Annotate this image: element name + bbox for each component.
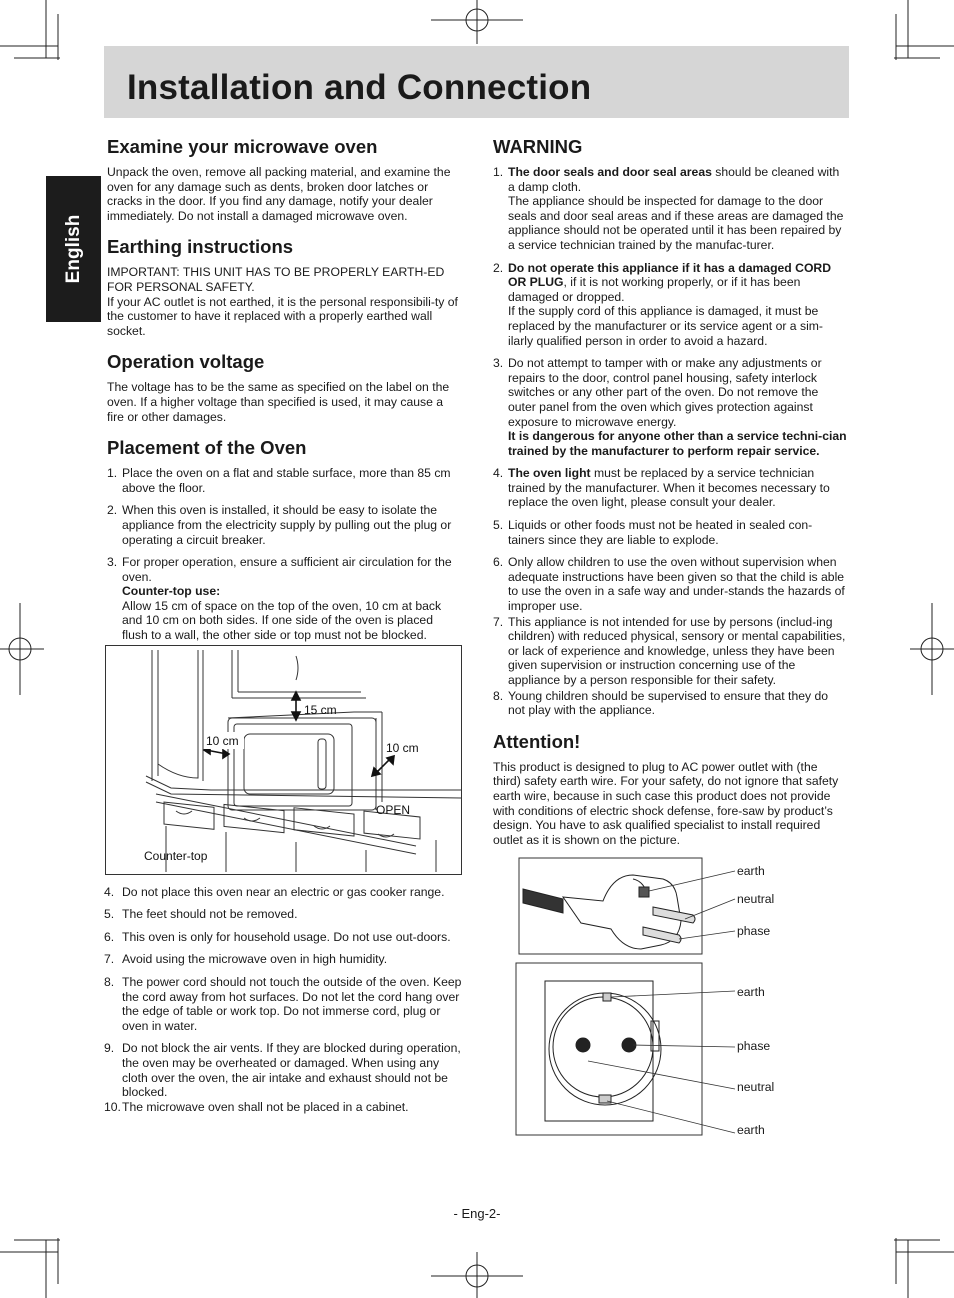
right-gap-label: 10 cm [386,740,419,755]
list-item: 7. Avoid using the microwave oven in high humidity. [104,952,388,967]
socket-earth-top-label: earth [737,985,765,1000]
socket-neutral-label: neutral [737,1080,775,1095]
title-band [104,46,849,118]
page-number: - Eng-2- [453,1206,501,1221]
open-label: OPEN [376,802,411,817]
examine-text: Unpack the oven, remove all packing material, and examine the oven for any damage such as dents, broken door latches or cracks in the door. If you find any damage, notify your dealer immediately. Do not install a damaged microwave oven. [107,165,451,223]
list-item: 2. Do not operate this appliance if it has a damaged CORD OR PLUG, if it is not working properly, or if it has been damaged or dropped. If the supply cord of this appliance is damaged, it must be replaced by the manufacturer or its service agent or a sim-ilarly qualified person in order to avoid a hazard. [493,260,832,348]
earthing-heading: Earthing instructions [107,236,294,258]
language-tab [46,176,101,322]
placement-list-continued [104,885,462,1115]
page-title: Installation and Connection [127,68,592,107]
socket-figure [493,961,848,1137]
list-item: 9. Do not block the air vents. If they are blocked during operation, the oven may be overheated or damaged. When using any cloth over the oven, the air intake and exhaust should not be blocked. [104,1041,461,1100]
socket-earth-bottom-label: earth [737,1123,765,1138]
list-item: 7. This appliance is not intended for use by persons (includ-ing children) with reduced physical, sensory or mental capabilities, or lack of experience and knowledge, unless they have been given supervision or instruction concerning use of the appliance by a person responsible for their safety. [493,614,846,687]
list-item: 4. Do not place this oven near an electric or gas cooker range. [104,884,445,899]
list-item: 4. The oven light must be replaced by a service technician trained by the manufacturer. When it becomes necessary to replace the oven light, please consult your dealer. [493,466,830,510]
attention-text: This product is designed to plug to AC power outlet with (the third) safety earth wire. For your safety, do not ignore that safety earth wire, because in such case this product does not provide with conditions of electric shock defense, fore-saw by product’s design. You have to ask qualified specialist to install required outlet as it is shown on the picture. [493,759,839,847]
warning-list-continued [493,555,848,718]
warning-list [493,165,848,547]
plug-neutral-label: neutral [737,892,775,907]
list-item: 1. The door seals and door seal areas should be cleaned with a damp cloth. The appliance should be inspected for damage to the door seals and door seal areas and if these areas are damaged the appliance should not be operated until it has been repaired by a service technician trained by the manufac-turer. [493,165,844,252]
left-gap-label: 10 cm [206,733,239,748]
list-item: 1. Place the oven on a flat and stable surface, more than 85 cm above the floor. [107,466,451,495]
list-item: 5. The feet should not be removed. [104,907,298,922]
list-item: 3. Do not attempt to tamper with or make any adjustments or repairs to the door, control panel housing, safety interlock switches or any other part of the oven. Do not remove the outer panel from the oven which gives protection against exposure to microwave energy. It is dangerous for anyone other than a service techni-cian trained by the manufacturer to perform repair service. [493,356,847,458]
list-item: 6. This oven is only for household usage. Do not use out-doors. [104,929,451,944]
attention-heading: Attention! [493,730,581,752]
counter-top-label: Counter-top [144,848,208,863]
counter-top-use-label: Counter-top use: [122,584,221,599]
plug-figure [493,853,848,957]
top-gap-label: 15 cm [304,702,337,717]
plug-earth-label: earth [737,864,765,879]
list-item: 10. The microwave oven shall not be placed in a cabinet. [104,1099,409,1114]
earthing-text: If your AC outlet is not earthed, it is the personal responsibili-ty of the customer to have it replaced with a properly earthed wall socket. [107,294,458,338]
warning-heading: WARNING [493,136,583,157]
language-tab-label: English [62,214,84,284]
list-item: 8. Young children should be supervised to ensure that they do not play with the appliance. [493,688,829,718]
list-item: 3. For proper operation, ensure a sufficient air circulation for the oven. Counter-top use: Allow 15 cm of space on the top of the oven, 10 cm at back and 10 cm on both sides. If one side of the oven is placed flush to a wall, the other side or top must not be blocked. [107,555,452,643]
placement-heading: Placement of the Oven [107,437,307,459]
placement-list [107,466,462,643]
list-item: 5. Liquids or other foods must not be heated in sealed con-tainers since they are liable to explode. [493,518,813,547]
right-column [493,135,848,1137]
voltage-text: The voltage has to be the same as specified on the label on the oven. If a higher voltage than specified is used, it may cause a fire or other damages. [107,380,450,424]
counter-top-figure [105,645,462,875]
voltage-heading: Operation voltage [107,351,265,373]
examine-heading: Examine your microwave oven [107,136,378,157]
list-item: 8. The power cord should not touch the outside of the oven. Keep the cord away from hot surfaces. Do not let the cord hang over the edge of table or work top. Do not immerse cord, plug or oven in water. [104,975,462,1033]
plug-phase-label: phase [737,924,771,939]
socket-phase-label: phase [737,1039,771,1054]
earthing-important: IMPORTANT: THIS UNIT HAS TO BE PROPERLY EARTH-ED FOR PERSONAL SAFETY. [107,265,445,294]
list-item: 6. Only allow children to use the oven without supervision when adequate instructions have been given so that the child is able to use the oven in a safe way and under-stands the hazards of improper use. [493,555,845,614]
list-item: 2. When this oven is installed, it should be easy to isolate the appliance from the electricity supply by pulling out the plug or operating a circuit breaker. [107,503,452,547]
left-column [104,135,462,1122]
